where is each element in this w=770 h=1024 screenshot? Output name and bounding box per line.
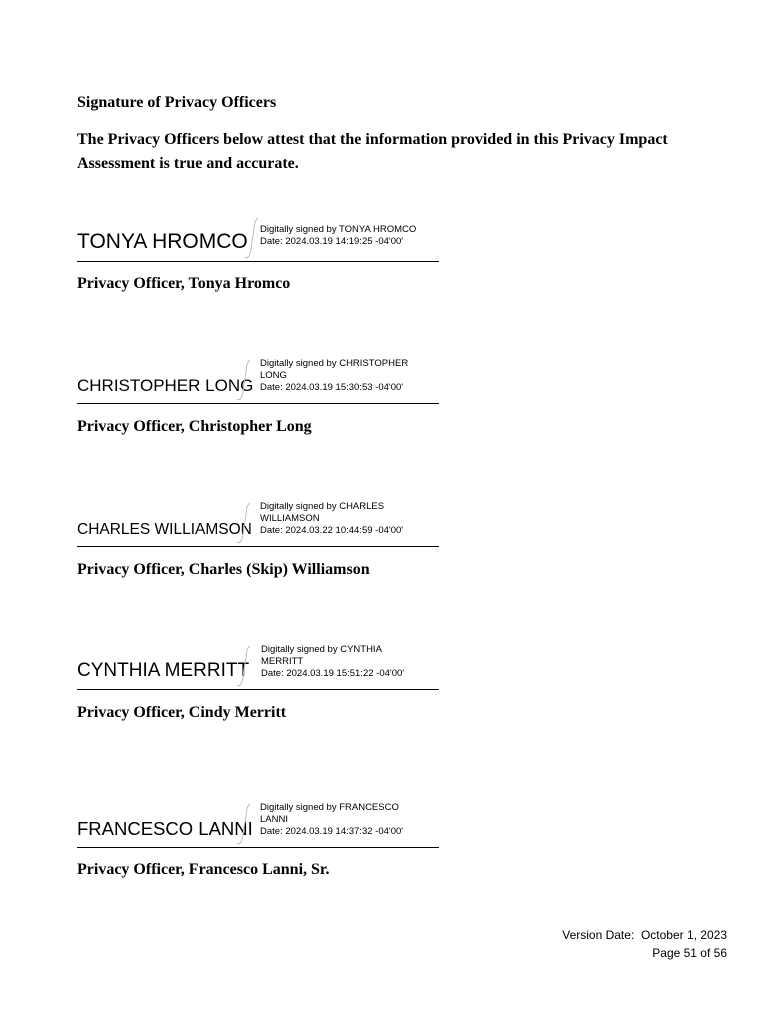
signature-block-merritt [77, 642, 439, 688]
signer-name: CHRISTOPHER LONG [77, 376, 254, 395]
signature-block-hromco [77, 214, 439, 260]
officer-title: Privacy Officer, Tonya Hromco [77, 275, 291, 292]
signed-by-line-continued: LONG [260, 370, 287, 381]
signature-date: Date: 2024.03.19 14:19:25 -04'00' [260, 236, 404, 247]
signature-line [77, 847, 439, 848]
signature-block-lanni [77, 800, 439, 846]
page-footer [562, 926, 727, 962]
signature-details [260, 501, 403, 537]
signed-by-line-continued: MERRITT [261, 656, 304, 667]
signed-by-line: Digitally signed by CHRISTOPHER [260, 358, 409, 369]
signed-by-line-continued: LANNI [260, 814, 288, 825]
signature-details [261, 644, 404, 680]
signature-flourish-icon [235, 802, 255, 846]
signed-by-line: Digitally signed by CHARLES [260, 501, 385, 512]
signer-name: FRANCESCO LANNI [77, 817, 253, 839]
officer-title: Privacy Officer, Cindy Merritt [77, 704, 287, 721]
attestation-statement: The Privacy Officers below attest that the information provided in this Privacy Impact Assessment is true and accurate. [77, 131, 668, 172]
signature-line [77, 403, 439, 404]
signature-details [260, 224, 416, 248]
signer-name: CYNTHIA MERRITT [77, 660, 250, 681]
officer-title: Privacy Officer, Francesco Lanni, Sr. [77, 861, 330, 878]
signature-block-long [77, 356, 439, 402]
signature-line [77, 546, 439, 547]
page-number: Page 51 of 56 [652, 946, 727, 960]
signed-by-line: Digitally signed by FRANCESCO [260, 802, 399, 813]
signature-date: Date: 2024.03.22 10:44:59 -04'00' [260, 525, 404, 536]
officer-title: Privacy Officer, Charles (Skip) Williamson [77, 561, 370, 578]
signed-by-line: Digitally signed by TONYA HROMCO [260, 224, 417, 235]
signature-date: Date: 2024.03.19 14:37:32 -04'00' [260, 826, 404, 837]
page-heading: Signature of Privacy Officers [77, 94, 277, 111]
signature-line [77, 689, 439, 690]
signature-date: Date: 2024.03.19 15:30:53 -04'00' [260, 382, 404, 393]
signature-flourish-icon [235, 644, 255, 688]
version-date: Version Date: October 1, 2023 [562, 928, 727, 942]
signature-flourish-icon [235, 358, 255, 402]
signature-details [260, 358, 408, 394]
signature-details [260, 802, 403, 838]
officer-title: Privacy Officer, Christopher Long [77, 418, 312, 435]
signature-flourish-icon [235, 501, 255, 545]
signature-date: Date: 2024.03.19 15:51:22 -04'00' [261, 668, 405, 679]
signer-name: CHARLES WILLIAMSON [77, 520, 252, 538]
signature-block-williamson [77, 499, 439, 545]
signed-by-line-continued: WILLIAMSON [260, 513, 320, 524]
signature-line [77, 261, 439, 262]
signer-name: TONYA HROMCO [77, 230, 248, 253]
signed-by-line: Digitally signed by CYNTHIA [261, 644, 382, 655]
